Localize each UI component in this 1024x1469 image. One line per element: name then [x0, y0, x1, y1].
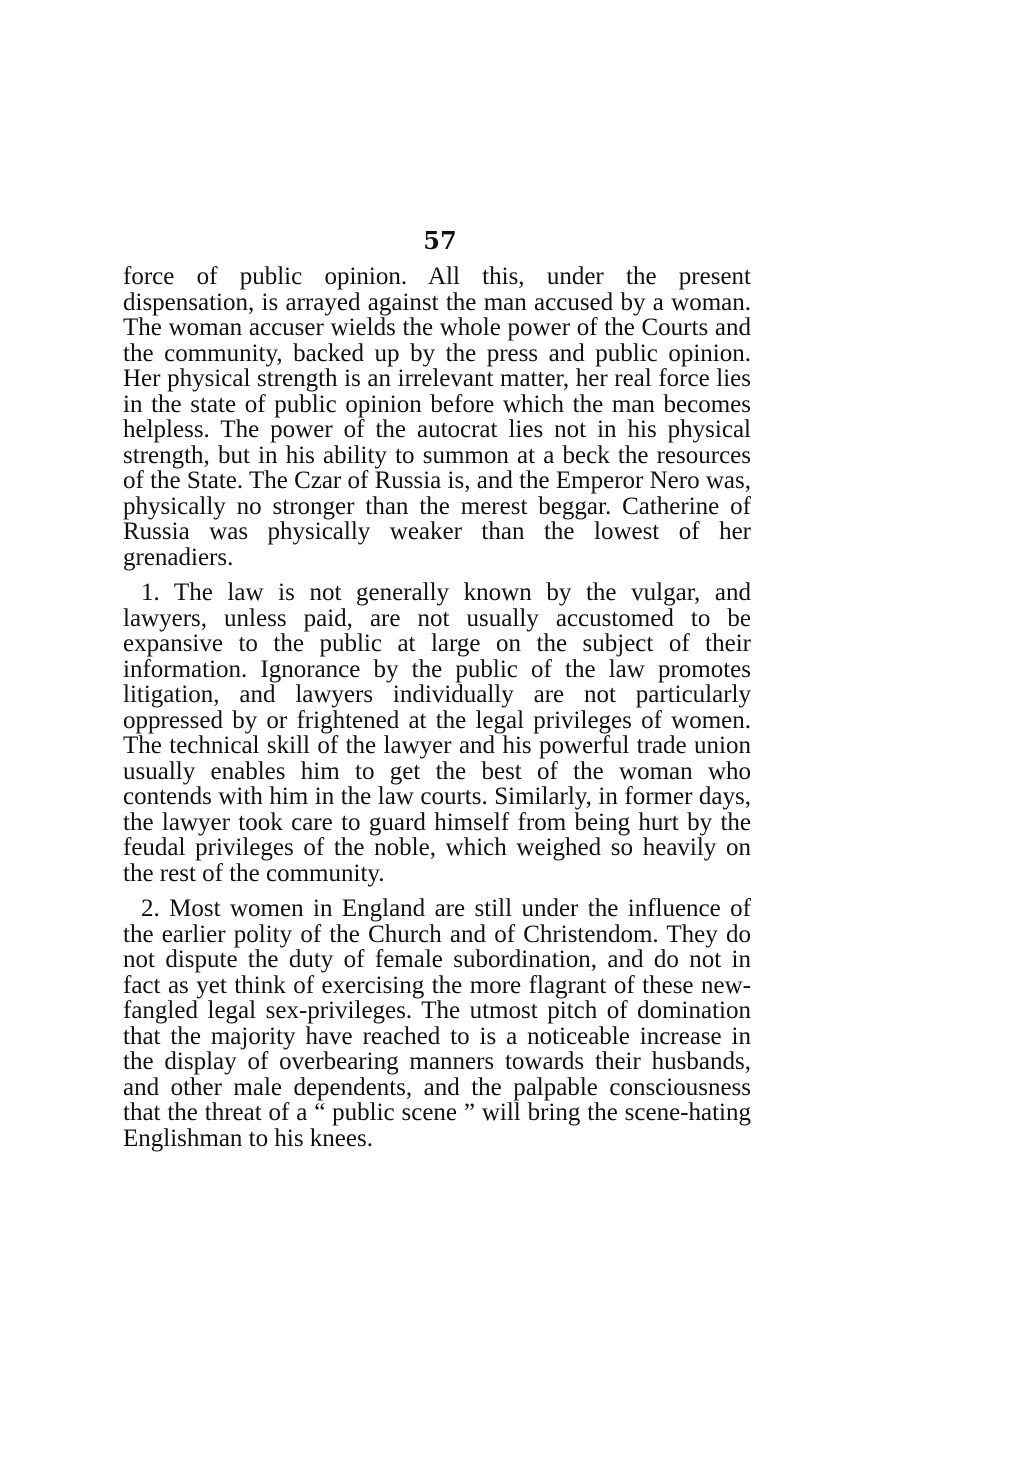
body-text: [123, 264, 751, 1151]
page-number: 57: [423, 226, 457, 255]
paragraph-continuation: force of public opinion. All this, under the present dispensation, is arrayed against the man accused by a woman. The woman accuser wields the whole power of the Courts and the community, backed up by the press and public opinion. Her physical strength is an irrelevant matter, her real force lies in the state of public opinion before which the man becomes helpless. The power of the autocrat lies not in his physical strength, but in his ability to summon at a beck the resources of the State. The Czar of Russia is, and the Emperor Nero was, physically no stronger than the merest beggar. Catherine of Russia was physically weaker than the lowest of her grenadiers.: [123, 263, 751, 571]
paragraph-point-2: 2. Most women in England are still under the influence of the earlier polity of the Church and of Christendom. They do not dispute the duty of female subordination, and do not in fact as yet think of exercising the more flagrant of these new-fangled legal sex-privileges. The utmost pitch of domination that the majority have reached to is a noticeable increase in the display of overbearing manners towards their husbands, and other male dependents, and the palpable consciousness that the threat of a “ public scene ” will bring the scene-hating Englishman to his knees.: [123, 895, 751, 1152]
paragraph-point-1: 1. The law is not generally known by the vulgar, and lawyers, unless paid, are not usually accustomed to be expansive to the public at large on the subject of their information. Ignorance by the public of the law promotes litigation, and lawyers individually are not particularly oppressed by or frightened at the legal privileges of women. The technical skill of the lawyer and his powerful trade union usually enables him to get the best of the woman who contends with him in the law courts. Similarly, in former days, the lawyer took care to guard himself from being hurt by the feudal privileges of the noble, which weighed so heavily on the rest of the community.: [123, 579, 751, 887]
